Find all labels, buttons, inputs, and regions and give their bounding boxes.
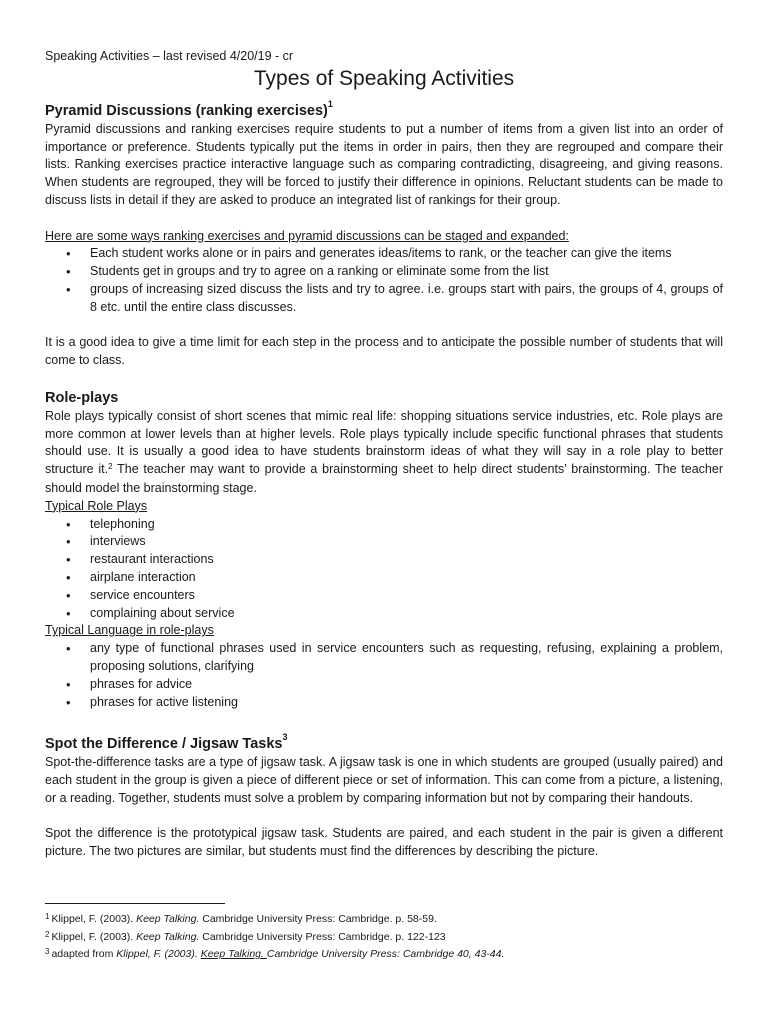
document-body: [45, 96, 723, 861]
typical-role-plays-list: [45, 516, 723, 623]
footnote-1: [45, 911, 504, 929]
footnote-3: [45, 946, 504, 964]
list-item: • Each student works alone or in pairs and generates ideas/items to rank, or the teacher can give the items: [45, 245, 723, 263]
list-item: • airplane interaction: [45, 569, 723, 587]
footnote-number: 1: [45, 912, 50, 921]
paragraph: It is a good idea to give a time limit for each step in the process and to anticipate the possible number of students that will come to class.: [45, 335, 723, 368]
footnote-text: Klippel, F. (2003).: [51, 913, 137, 925]
footnote-ref: 2: [108, 462, 113, 472]
footnote-text: Cambridge University Press: Cambridge. p. 122-123: [199, 930, 446, 943]
paragraph: Spot-the-difference tasks are a type of jigsaw task. A jigsaw task is one in which students are grouped (usually paired) and each student in the group is given a piece of different piece or set of information. This can come from a picture, a listening, or a reading. Together, students must solve a problem by comparing information but not by comparing their handouts.: [45, 754, 723, 805]
section-heading-pyramid: [45, 96, 723, 121]
footnote-divider: [45, 903, 225, 904]
list-item: • phrases for advice: [45, 676, 723, 694]
list-item: • complaining about service: [45, 605, 723, 623]
section-heading-spot-the-difference: [45, 729, 723, 754]
list-item: • Students get in groups and try to agree on a ranking or eliminate some from the list: [45, 263, 723, 281]
footnote-book-title: Keep Talking.: [136, 913, 200, 925]
typical-language-list: [45, 640, 723, 711]
footnote-text: Cambridge University Press: Cambridge. p. 58-59.: [199, 913, 437, 925]
paragraph-text: Role plays typically consist of short scenes that mimic real life: shopping situations service industries, etc. Role plays are more common at lower levels than at higher levels. Role plays typically include specific functional phrases that students should use. It is usually a good idea to have students brainstorm ideas of what they will say in a role play to better structure it.: [45, 408, 723, 477]
list-item: • any type of functional phrases used in service encounters such as requesting, refusing, explaining a problem, proposing solutions, clarifying: [45, 640, 723, 676]
footnote-book-title: Keep Talking.: [200, 948, 267, 960]
paragraph: [45, 408, 723, 498]
paragraph: Spot the difference is the prototypical jigsaw task. Students are paired, and each student in the pair is given a different picture. The two pictures are similar, but students must find the differences by describing the picture.: [45, 826, 723, 858]
section-heading-roleplays: Role-plays: [45, 389, 119, 406]
subheading-typical-role-plays: Typical Role Plays: [45, 498, 148, 513]
running-header: Speaking Activities – last revised 4/20/19 - cr: [45, 49, 294, 63]
list-item: • interviews: [45, 533, 723, 551]
list-item: • telephoning: [45, 516, 723, 534]
footnote-text: Cambridge University Press: Cambridge 40, 43-44.: [266, 948, 505, 960]
paragraph: Pyramid discussions and ranking exercises require students to put a number of items from a given list into an order of importance or preference. Students typically put the items in order in pairs, then they are regrouped and compare their lists. Ranking exercises practice interactive language such as comparing contradicting, disagreeing, and giving reasons. When students are regrouped, they will be forced to justify their difference in opinions. Reluctant students can be made to discuss lists in detail if they are asked to produce an integrated list of rankings for their group.: [45, 121, 723, 208]
paragraph-text: The teacher may want to provide a brainstorming sheet to help direct students’ brainstorming. The teacher should model the brainstorming stage.: [45, 462, 723, 495]
subheading-typical-language: Typical Language in role-plays: [45, 623, 214, 638]
footnote-ref: 1: [327, 99, 333, 109]
subheading-ways: Here are some ways ranking exercises and pyramid discussions can be staged and expanded:: [45, 228, 569, 243]
section-heading-text: Spot the Difference / Jigsaw Tasks: [45, 735, 283, 752]
section-heading-text: Pyramid Discussions (ranking exercises): [45, 102, 328, 119]
footnote-ref: 3: [282, 732, 288, 743]
footnote-text: adapted from: [51, 948, 117, 960]
footnote-text: Klippel, F. (2003).: [116, 948, 201, 960]
footnote-2: [45, 929, 504, 947]
footnote-number: 2: [45, 929, 50, 939]
footnotes: [45, 911, 504, 964]
list-item: • phrases for active listening: [45, 694, 723, 712]
list-item: • service encounters: [45, 587, 723, 605]
ways-list: [45, 245, 723, 316]
footnote-number: 3: [45, 947, 50, 956]
list-item: • restaurant interactions: [45, 551, 723, 569]
footnote-text: Klippel, F. (2003).: [51, 930, 137, 943]
page-title: Types of Speaking Activities: [253, 67, 515, 90]
list-item: • groups of increasing sized discuss the lists and try to agree. i.e. groups start with pairs, the groups of 4, groups of 8 etc. until the entire class discusses.: [45, 281, 723, 317]
footnote-book-title: Keep Talking.: [136, 930, 200, 943]
